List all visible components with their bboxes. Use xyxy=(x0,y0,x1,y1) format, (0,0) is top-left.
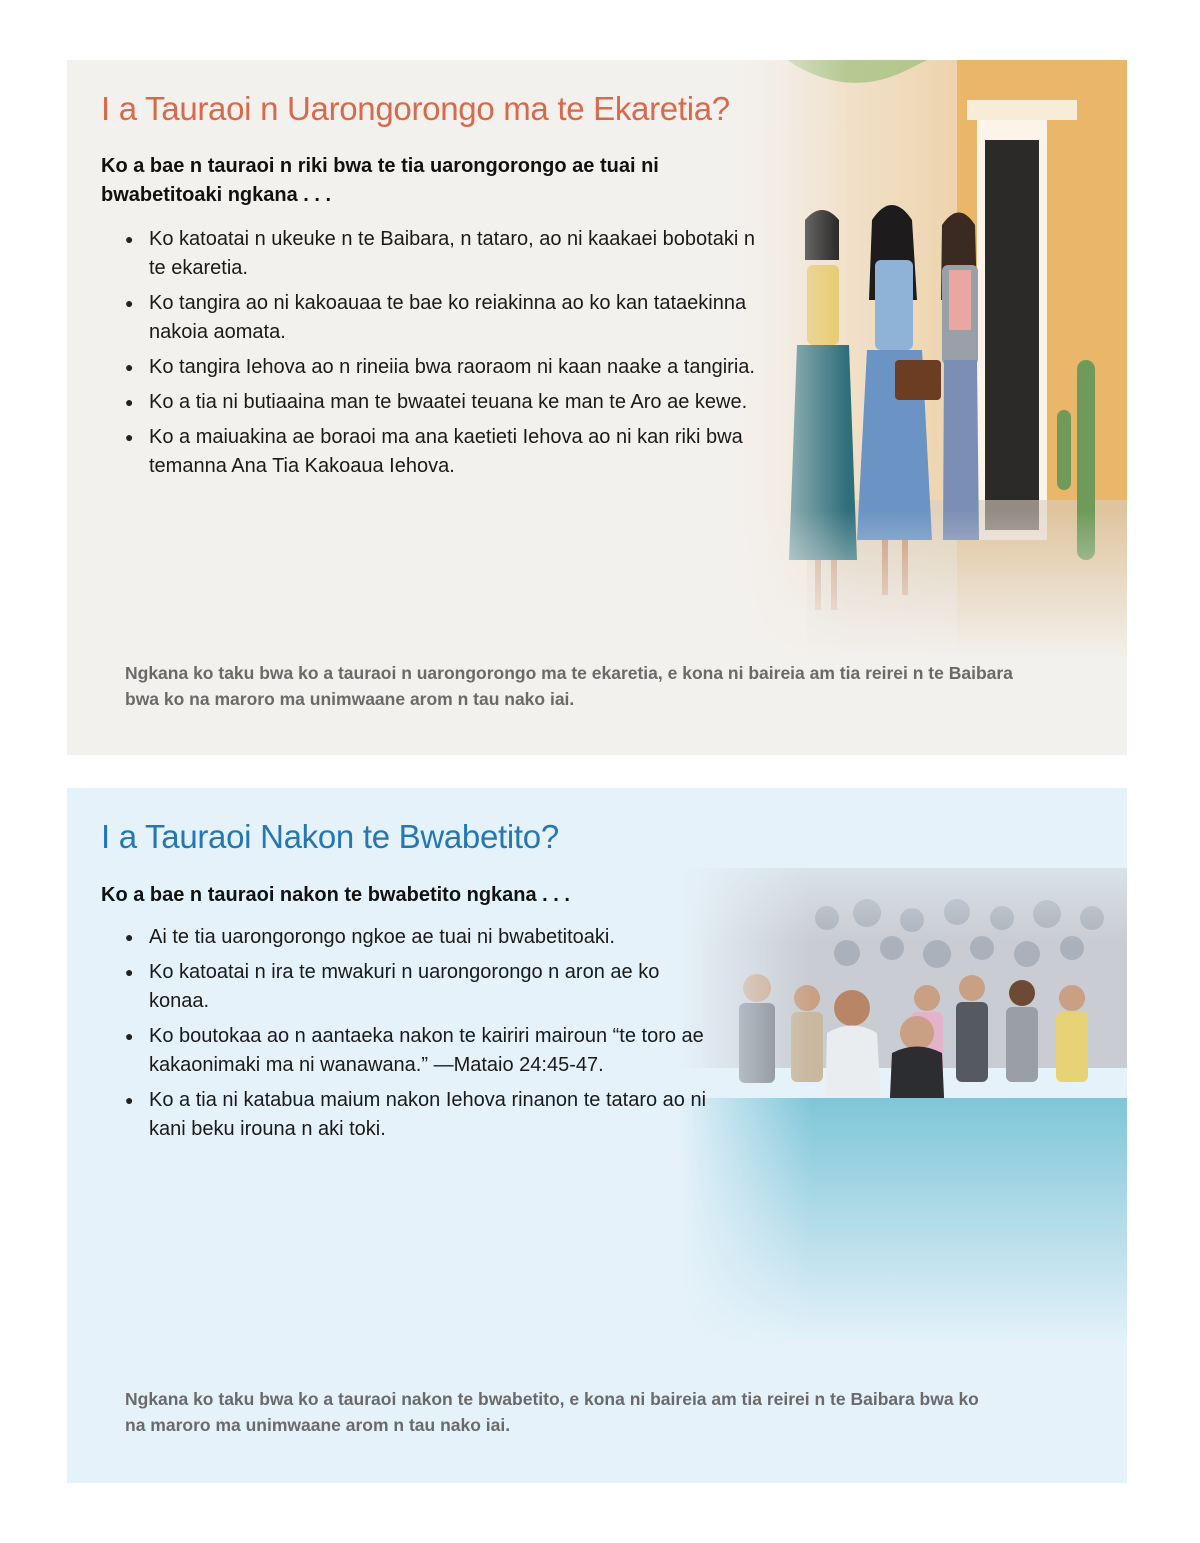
list-item xyxy=(125,289,755,347)
list-item xyxy=(125,388,755,417)
bullet-icon: ● xyxy=(125,359,134,375)
section-title: I a Tauraoi n Uarongorongo ma te Ekaretia? xyxy=(101,90,730,127)
list-item-text: Ai te tia uarongorongo ngkoe ae tuai ni bwabetitoaki. xyxy=(149,926,615,948)
list-item-text: Ko a tia ni butiaaina man te bwaatei teuana ke man te Aro ae kewe. xyxy=(149,391,748,413)
bullet-icon: ● xyxy=(125,394,134,410)
list-item xyxy=(125,225,755,283)
bullet-icon: ● xyxy=(125,429,134,445)
list-item xyxy=(125,958,710,1016)
ministry-readiness-panel xyxy=(67,60,1127,755)
list-item-text: Ko tangira Iehova ao n rineiia bwa raoraom ni kaan naake a tangiria. xyxy=(149,356,755,378)
footnote-text: Ngkana ko taku bwa ko a tauraoi n uarongorongo ma te ekaretia, e kona ni baireia am tia reirei n te Baibara bwa ko na maroro ma unimwaane arom n tau nako iai. xyxy=(125,663,1013,709)
list-item xyxy=(125,353,755,382)
bullet-icon: ● xyxy=(125,295,134,311)
list-item-text: Ko a maiuakina ae boraoi ma ana kaetieti Iehova ao ni kan riki bwa temanna Ana Tia Kakoaua Iehova. xyxy=(149,426,743,477)
list-item-text: Ko katoatai n ukeuke n te Baibara, n tataro, ao ni kaakaei bobotaki n te ekaretia. xyxy=(149,228,755,279)
requirements-list xyxy=(125,923,710,1150)
bullet-icon: ● xyxy=(125,231,134,247)
list-item-text: Ko boutokaa ao n aantaeka nakon te kairiri mairoun “te toro ae kakaonimaki ma ni wanawana.” —Mataio 24:45-47. xyxy=(149,1025,704,1076)
bullet-icon: ● xyxy=(125,929,134,945)
ministry-illustration xyxy=(727,60,1127,660)
baptism-readiness-panel xyxy=(67,788,1127,1483)
bullet-icon: ● xyxy=(125,1092,134,1108)
requirements-list xyxy=(125,225,755,487)
lead-text: Ko a bae n tauraoi n riki bwa te tia uarongorongo ae tuai ni bwabetitoaki ngkana . . . xyxy=(101,155,659,206)
list-item-text: Ko a tia ni katabua maium nakon Iehova rinanon te tataro ao ni kani beku irouna n aki toki. xyxy=(149,1089,707,1140)
bullet-icon: ● xyxy=(125,1028,134,1044)
list-item xyxy=(125,923,710,952)
footnote-text: Ngkana ko taku bwa ko a tauraoi nakon te bwabetito, e kona ni baireia am tia reirei n te Baibara bwa ko na maroro ma unimwaane arom n tau nako iai. xyxy=(125,1389,979,1435)
list-item-text: Ko tangira ao ni kakoauaa te bae ko reiakinna ao ko kan tataekinna nakoia aomata. xyxy=(149,292,747,343)
list-item xyxy=(125,423,755,481)
lead-text: Ko a bae n tauraoi nakon te bwabetito ngkana . . . xyxy=(101,884,570,906)
list-item-text: Ko katoatai n ira te mwakuri n uarongorongo n aron ae ko konaa. xyxy=(149,961,660,1012)
list-item xyxy=(125,1022,710,1080)
bullet-icon: ● xyxy=(125,964,134,980)
section-title: I a Tauraoi Nakon te Bwabetito? xyxy=(101,818,559,855)
list-item xyxy=(125,1086,710,1144)
